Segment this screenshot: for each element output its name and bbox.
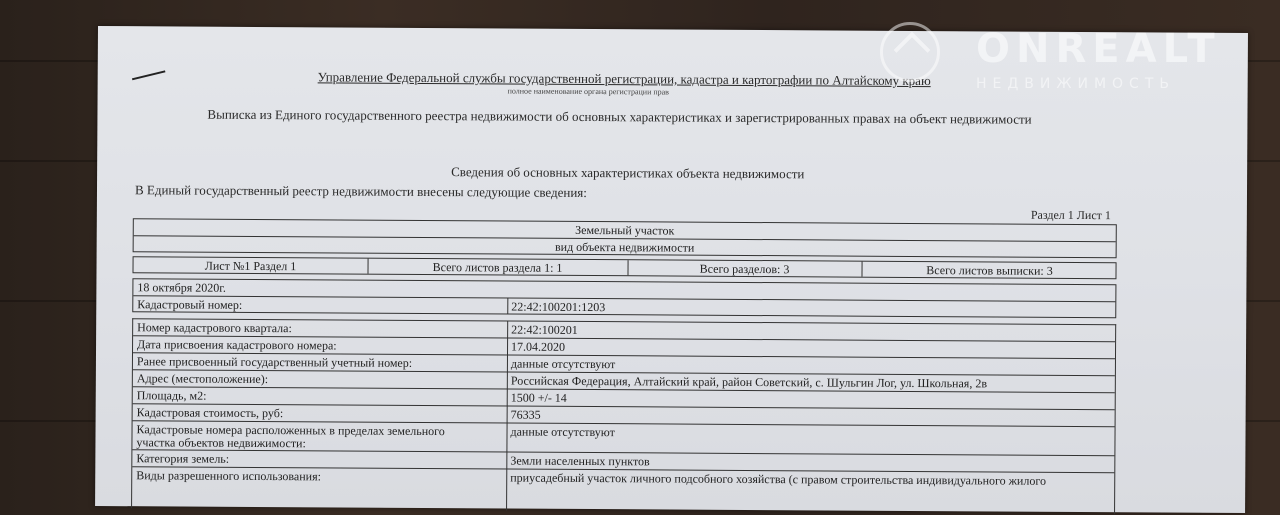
pen-mark (132, 70, 166, 80)
extract-title: Выписка из Единого государственного реестра недвижимости об основных характеристиках и зарегистрированных правах на объект недвижимости (207, 106, 1032, 127)
intro-text: В Единый государственный реестр недвижимости внесены следующие сведения: (134, 182, 587, 200)
sheet-info-2: Всего листов раздела 1: 1 (432, 260, 563, 275)
row-value: 1500 +/- 14 (510, 390, 567, 405)
row-value: 22:42:100201 (511, 322, 578, 337)
cadastral-box (132, 278, 1116, 318)
object-type-box (133, 218, 1117, 258)
row-value: данные отсутствуют (510, 424, 615, 440)
row-value: данные отсутствуют (510, 356, 616, 372)
extract-date: 18 октября 2020г. (137, 280, 226, 295)
row-label: Кадастровые номера расположенных в пределах земельного (136, 422, 445, 439)
row-value: Российская Федерация, Алтайский край, район Советский, с. Шульгин Лог, ул. Школьная, 2в (510, 373, 988, 391)
row-value: 76335 (510, 407, 541, 422)
agency-name: Управление Федеральной службы государственной регистрации, кадастра и картографии по Алтайскому краю (317, 69, 931, 89)
row-value: приусадебный участок личного подсобного хозяйства (с правом строительства индивидуального жилого (510, 470, 1047, 488)
sheet-info-row (132, 256, 1116, 279)
row-value: 17.04.2020 (511, 339, 566, 354)
section-sheet-label: Раздел 1 Лист 1 (1030, 207, 1111, 223)
sheet-info-3: Всего разделов: 3 (699, 261, 790, 277)
row-label: Ранее присвоенный государственный учетный номер: (136, 354, 413, 370)
row-label: Адрес (местоположение): (136, 371, 269, 387)
agency-caption: полное наименование органа регистрации прав (507, 86, 670, 97)
watermark-sub: НЕДВИЖИМОСТЬ (976, 76, 1175, 92)
row-value: Земли населенных пунктов (510, 453, 650, 469)
row-label: Виды разрешенного использования: (136, 468, 321, 484)
sheet-info-1: Лист №1 Раздел 1 (204, 258, 297, 274)
cadastral-label: Кадастровый номер: (137, 297, 243, 312)
watermark-name: ONREALT (976, 26, 1221, 72)
row-label: Дата присвоения кадастрового номера: (137, 337, 337, 353)
sheet-info-4: Всего листов выписки: 3 (926, 263, 1053, 278)
row-label: Кадастровая стоимость, руб: (136, 405, 284, 421)
section-title: Сведения об основных характеристиках объекта недвижимости (451, 164, 805, 182)
row-label-continued: участка объектов недвижимости: (136, 435, 306, 451)
house-logo-icon (880, 22, 940, 82)
row-label: Номер кадастрового квартала: (137, 320, 292, 336)
cadastral-value: 22:42:100201:1203 (511, 299, 606, 315)
object-type-caption: вид объекта недвижимости (554, 239, 695, 255)
object-type: Земельный участок (575, 222, 675, 238)
characteristics-table (131, 318, 1116, 514)
row-label: Площадь, м2: (136, 388, 207, 403)
document-sheet (95, 26, 1248, 513)
row-label: Категория земель: (136, 451, 230, 466)
